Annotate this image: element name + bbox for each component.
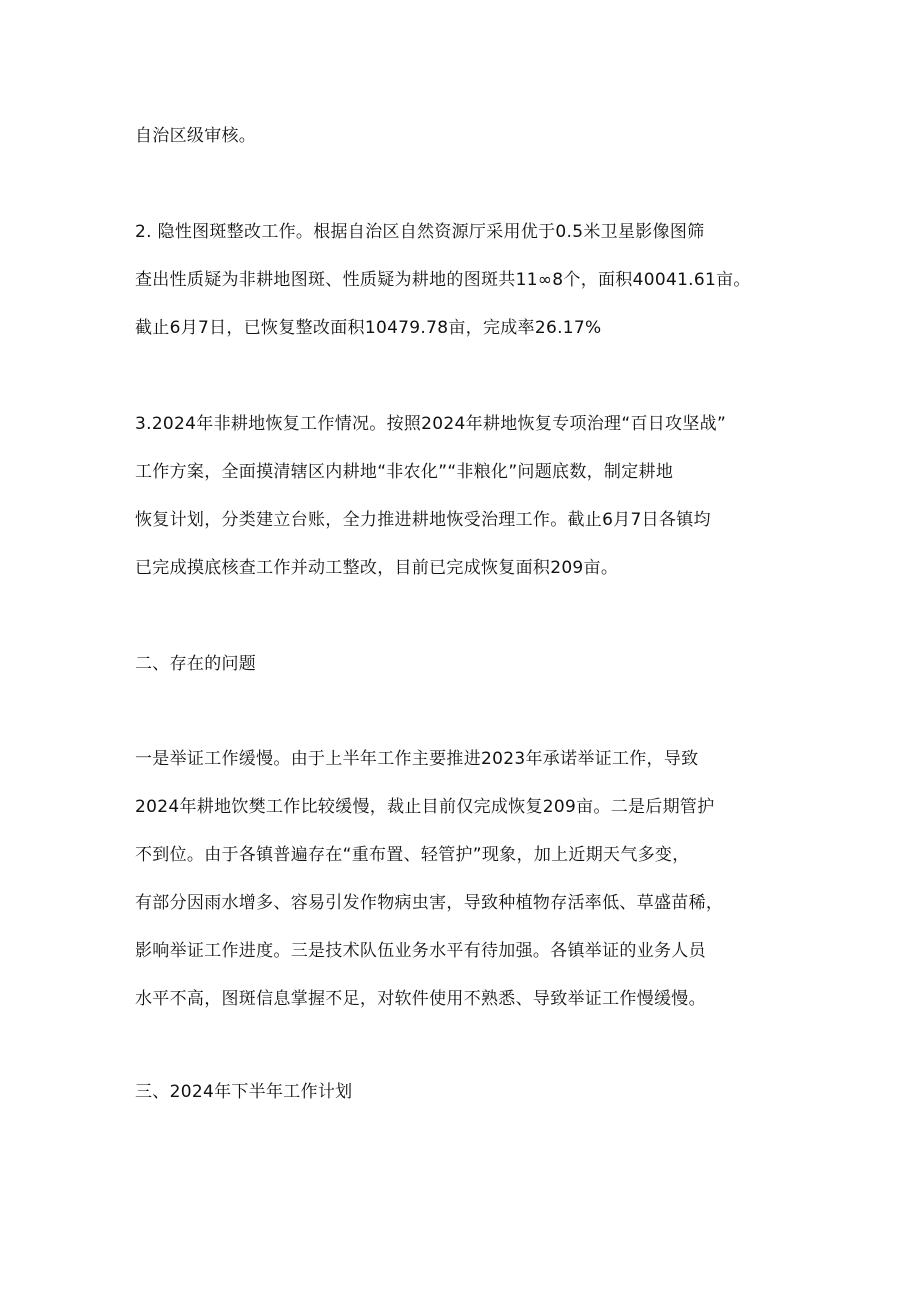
section-heading: 三、2024年下半年工作计划 [135,1082,353,1102]
paragraph-line: 有部分因雨水增多、容易引发作物病虫害，导致种植物存活率低、草盛苗稀， [135,893,724,913]
paragraph-line: 2024年耕地饮樊工作比较缓慢，裁止目前仅完成恢复209亩。二是后期管护 [135,797,715,817]
paragraph-line: 截止6月7日，已恢复整改面积10479.78亩，完成率26.17% [135,318,602,338]
paragraph-line: 一是举证工作缓慢。由于上半年工作主要推进2023年承诺举证工作，导致 [135,749,699,769]
paragraph-line: 2. 隐性图斑整改工作。根据自治区自然资源厅采用优于0.5米卫星影像图筛 [135,222,705,242]
paragraph-line: 恢复计划，分类建立台账，全力推进耕地恢受治理工作。截止6月7日各镇均 [135,510,711,530]
paragraph-line: 工作方案，全面摸清辖区内耕地“非农化”“非粮化”问题底数，制定耕地 [135,462,674,482]
paragraph-line: 水平不高，图斑信息掌握不足，对软件使用不熟悉、导致举证工作慢缓慢。 [135,989,706,1009]
paragraph-line: 查出性质疑为非耕地图斑、性质疑为耕地的图斑共11∞8个，面积40041.61亩。 [135,270,751,290]
paragraph-line: 3.2024年非耕地恢复工作情况。按照2024年耕地恢复专项治理“百日攻坚战” [135,414,727,434]
section-heading: 二、存在的问题 [135,654,257,674]
paragraph-line: 已完成摸底核查工作并动工整改，目前已完成恢复面积209亩。 [135,558,619,578]
paragraph-line: 自治区级审核。 [135,126,257,146]
paragraph-line: 不到位。由于各镇普遍存在“重布置、轻管护”现象，加上近期天气多变， [135,845,690,865]
paragraph-line: 影响举证工作进度。三是技术队伍业务水平有待加强。各镇举证的业务人员 [135,941,706,961]
